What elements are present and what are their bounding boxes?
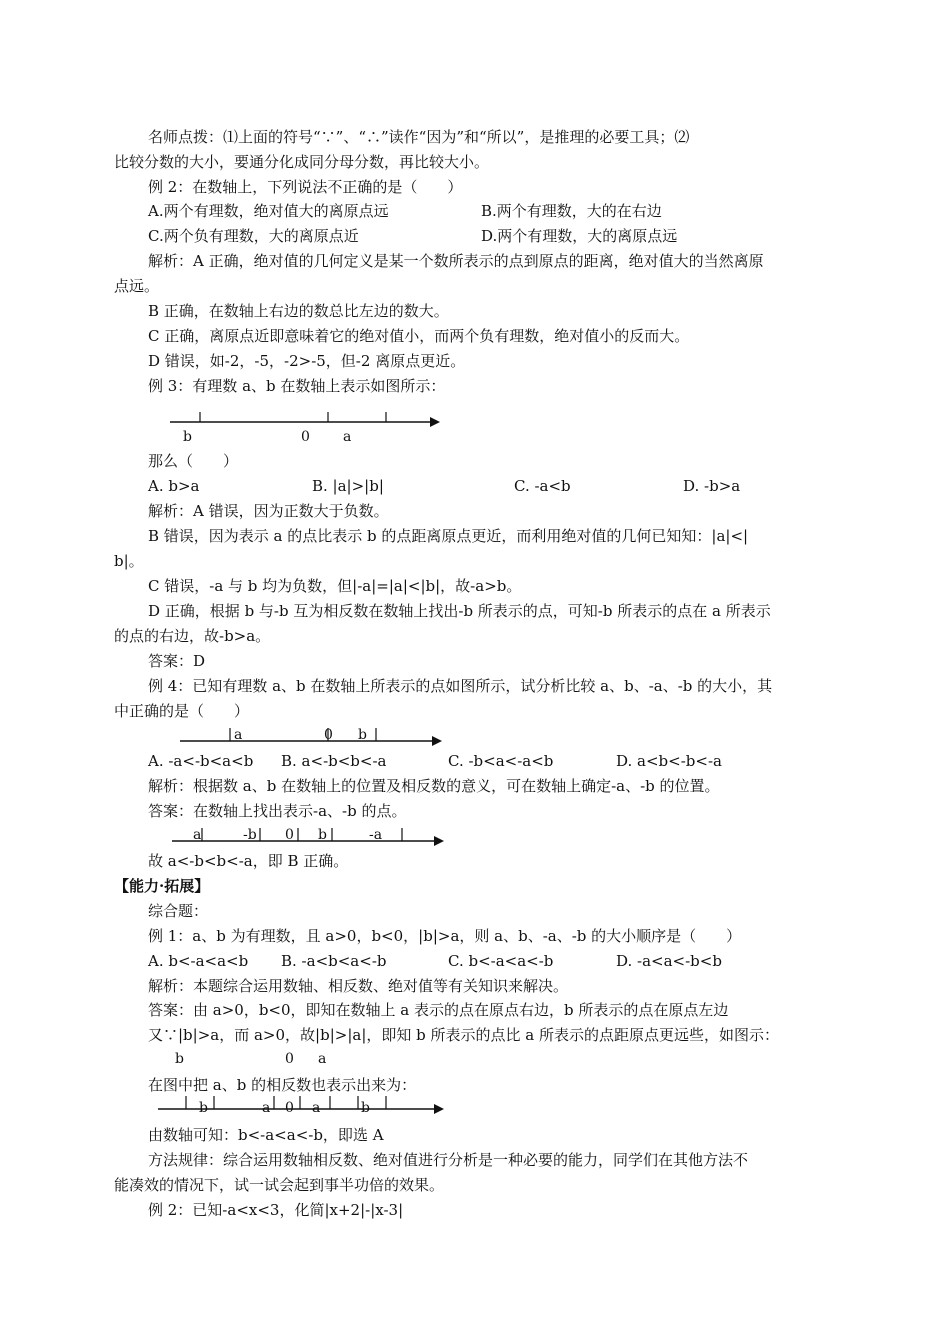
ex3-option-d: D. -b>a (683, 477, 741, 495)
ex4-question-1: 例 4：已知有理数 a、b 在数轴上所表示的点如图所示，试分析比较 a、b、-a、-b 的大小，其 (148, 677, 773, 695)
ex2-solution-2: 点远。 (114, 277, 160, 295)
comprehensive-label: 综合题： (148, 902, 209, 920)
ex3-solution-5: D 正确，根据 b 与-b 互为相反数在数轴上找出-b 所表示的点，可知-b 所表示的点在 a 所表示 (148, 602, 771, 620)
ex4-option-c: C. -b<a<-a<b (448, 752, 554, 770)
ex3-solution-1: 解析：A 错误，因为正数大于负数。 (148, 502, 389, 520)
method-line-2: 能凑效的情况下，试一试会起到事半功倍的效果。 (114, 1176, 445, 1194)
ex3-question: 例 3：有理数 a、b 在数轴上表示如图所示： (148, 377, 446, 395)
ex3-solution-6: 的点的右边，故-b>a。 (114, 627, 271, 645)
ex1-axis-label-0: 0 (285, 1051, 294, 1067)
ex1-question: 例 1：a、b 为有理数，且 a>0，b<0，|b|>a，则 a、b、-a、-b 的大小顺序是（ ） (148, 927, 742, 945)
ex1-axis2-label-a-left: a (262, 1100, 271, 1116)
ex4-solution: 解析：根据数 a、b 在数轴上的位置及相反数的意义，可在数轴上确定-a、-b 的位置。 (148, 777, 720, 795)
ex3-axis-label-0: 0 (301, 429, 310, 445)
tip-line-2: 比较分数的大小，要通分化成同分母分数，再比较大小。 (114, 153, 490, 171)
ex4-axis-label-0: 0 (324, 727, 333, 743)
ex3-solution-2: B 错误，因为表示 a 的点比表示 b 的点距离原点更近，而利用绝对值的几何已知知：|a|<| (148, 527, 749, 545)
ex3-axis-label-a: a (343, 429, 352, 445)
ex4-axis2-label-neg-a: -a (369, 827, 383, 843)
ex2-solution-1: 解析：A 正确，绝对值的几何定义是某一个数所表示的点到原点的距离，绝对值大的当然离原 (148, 252, 764, 270)
tip-line-1: 名师点拨：⑴上面的符号“∵”、“∴”读作“因为”和“所以”，是推理的必要工具；⑵ (148, 128, 690, 146)
ex1-axis2-label-b-left: b (199, 1100, 208, 1116)
ex1-solution-1: 解析：本题综合运用数轴、相反数、绝对值等有关知识来解决。 (148, 977, 569, 995)
ex1-option-a: A. b<-a<a<b (148, 952, 249, 970)
ex3-then: 那么（ ） (148, 452, 239, 470)
ex1-axis-label-a: a (318, 1051, 327, 1067)
ex2-option-a: A.两个有理数，绝对值大的离原点远 (148, 202, 389, 220)
ex4-option-a: A. -a<-b<a<b (148, 752, 254, 770)
ex2-solution-5: D 错误，如-2，-5，-2>-5，但-2 离原点更近。 (148, 352, 466, 370)
ex1-option-d: D. -a<a<-b<b (616, 952, 722, 970)
ex1-axis2-label-b-right: b (361, 1100, 370, 1116)
ex1-solution-2: 答案：由 a>0，b<0，即知在数轴上 a 表示的点在原点右边，b 所表示的点在原点左边 (148, 1001, 729, 1019)
ex2-option-c: C.两个负有理数，大的离原点近 (148, 227, 359, 245)
ex1-axis-label-b: b (175, 1051, 184, 1067)
ex2-question: 例 2：在数轴上，下列说法不正确的是（ ） (148, 178, 463, 196)
ex1-option-b: B. -a<b<a<-b (281, 952, 387, 970)
ex4-answer: 答案：在数轴上找出表示-a、-b 的点。 (148, 802, 407, 820)
ex4-question-2: 中正确的是（ ） (114, 702, 250, 720)
ex3-solution-4: C 错误，-a 与 b 均为负数，但|-a|=|a|<|b|，故-a>b。 (148, 577, 522, 595)
ex1-solution-5: 由数轴可知：b<-a<a<-b，即选 A (148, 1126, 384, 1144)
ex2-solution-4: C 正确，离原点近即意味着它的绝对值小，而两个负有理数，绝对值小的反而大。 (148, 327, 690, 345)
ex1-axis2-label-a-right: a (312, 1100, 321, 1116)
ex2-option-b: B.两个有理数，大的在右边 (481, 202, 662, 220)
ex3-option-c: C. -a<b (514, 477, 571, 495)
ex4-option-d: D. a<b<-b<-a (616, 752, 722, 770)
ex4-number-line (180, 726, 450, 752)
ex3-axis-label-b: b (183, 429, 192, 445)
ex4-axis-label-a: a (234, 727, 243, 743)
ex1-axis2-label-0: 0 (285, 1100, 294, 1116)
ex1-solution-4: 在图中把 a、b 的相反数也表示出来为： (148, 1076, 417, 1094)
ex2-option-d: D.两个有理数，大的离原点远 (481, 227, 678, 245)
ex1-solution-3: 又∵|b|>a，而 a>0，故|b|>|a|，即知 b 所表示的点比 a 所表示的点距原点更远些，如图示： (148, 1026, 779, 1044)
ex4-axis2-label-neg-b: -b (243, 827, 257, 843)
ex2-solution-3: B 正确，在数轴上右边的数总比左边的数大。 (148, 302, 449, 320)
ex1-option-c: C. b<-a<a<-b (448, 952, 554, 970)
ex2b-question: 例 2：已知-a<x<3，化简|x+2|-|x-3| (148, 1201, 404, 1219)
ex4-number-line-2 (172, 826, 452, 852)
ex3-option-a: A. b>a (148, 477, 200, 495)
ex3-number-line (170, 408, 450, 436)
section-heading: 【能力·拓展】 (114, 877, 210, 895)
ex3-option-b: B. |a|>|b| (312, 477, 384, 495)
ex4-axis2-label-b: b (318, 827, 327, 843)
ex4-axis2-label-0: 0 (285, 827, 294, 843)
ex4-axis-label-b: b (358, 727, 367, 743)
ex4-axis2-label-a: a (193, 827, 202, 843)
ex4-option-b: B. a<-b<b<-a (281, 752, 387, 770)
ex3-answer: 答案：D (148, 652, 206, 670)
ex4-conclusion: 故 a<-b<b<-a，即 B 正确。 (148, 852, 349, 870)
ex3-solution-3: b|。 (114, 552, 144, 570)
method-line-1: 方法规律：综合运用数轴相反数、绝对值进行分析是一种必要的能力，同学们在其他方法不 (148, 1151, 749, 1169)
